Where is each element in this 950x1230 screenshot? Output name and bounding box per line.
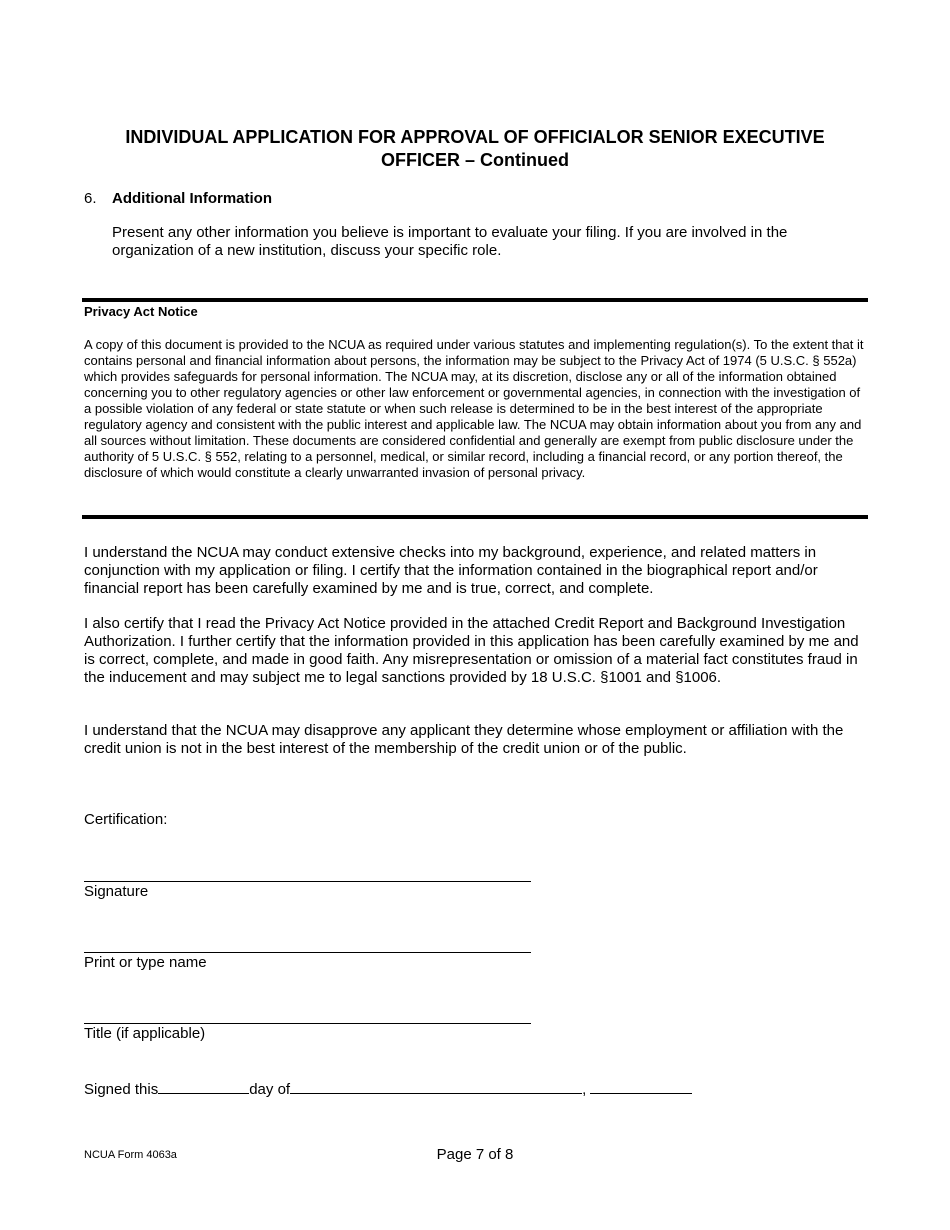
signature-field[interactable] — [84, 881, 531, 882]
title-field[interactable] — [84, 1023, 531, 1024]
certification-label: Certification: — [84, 811, 168, 828]
privacy-bottom-rule — [82, 515, 868, 519]
section-instructions: Present any other information you believe is important to evaluate your filing. If you are involved in the organization of a new institution, discuss your specific role. — [112, 224, 788, 259]
certification-statement: I also certify that I read the Privacy Act Notice provided in the attached Credit Report and Background Investigation Authorization. I further certify that the information provided in this application has been carefully examined by me and is correct, complete, and made in good faith. Any misrepresentation or omission of a material fact constitutes fraud in the inducement and may subject me to legal sanctions provided by 18 U.S.C. §1001 and §1006. — [84, 615, 859, 686]
print-name-label: Print or type name — [84, 954, 207, 971]
privacy-notice-text: A copy of this document is provided to the NCUA as required under various statutes and implementing regulation(s). To the extent that it contains personal and financial information about persons, the information may be subject to the Privacy Act of 1974 (5 U.S.C. § 552a) which provides safeguards for personal information. The NCUA may, at its discretion, disclose any or all of the information obtained concerning you to other regulatory agencies or other law enforcement or governmental agencies, in connection with the investigation of a possible violation of any federal or state statute or when such release is determined to be in the best interest of the appropriate regulatory agency and consistent with the public interest and applicable law. The NCUA may obtain information about you from any and all sources without limitation. These documents are considered confidential and generally are exempt from public disclosure under the authority of 5 U.S.C. § 552, relating to a personnel, medical, or similar record, including a financial record, or any portion thereof, the disclosure of which would constitute a clearly unwarranted invasion of personal privacy. — [84, 337, 864, 480]
privacy-top-rule — [82, 298, 868, 302]
privacy-heading: Privacy Act Notice — [84, 304, 198, 319]
page-number: Page 7 of 8 — [436, 1146, 514, 1163]
section-title: Additional Information — [112, 190, 272, 207]
print-name-field[interactable] — [84, 952, 531, 953]
day-of-label: day of — [249, 1081, 291, 1098]
background-check-statement: I understand the NCUA may conduct extensive checks into my background, experience, and related matters in conjunction with my application or filing. I certify that the information contained in the biographical report and/or financial report has been carefully examined by me and is true, correct, and complete. — [84, 544, 818, 597]
page-title-line-2: OFFICER – Continued — [381, 150, 569, 170]
signature-label: Signature — [84, 883, 149, 900]
signed-day-field[interactable] — [158, 1079, 249, 1094]
signed-date-row — [84, 1079, 692, 1099]
page-title — [84, 126, 866, 172]
form-identifier: NCUA Form 4063a — [84, 1149, 177, 1161]
section-number: 6. — [84, 190, 97, 207]
title-label: Title (if applicable) — [84, 1025, 206, 1042]
signed-year-field[interactable] — [590, 1079, 692, 1094]
signed-month-field[interactable] — [290, 1079, 582, 1094]
date-comma: , — [582, 1081, 587, 1098]
signed-this-label: Signed this — [84, 1081, 159, 1098]
disapproval-statement: I understand that the NCUA may disapprove any applicant they determine whose employment or affiliation with the credit union is not in the best interest of the membership of the credit union or of the public. — [84, 722, 844, 757]
page-title-line-1: INDIVIDUAL APPLICATION FOR APPROVAL OF OFFICIALOR SENIOR EXECUTIVE — [125, 127, 825, 147]
